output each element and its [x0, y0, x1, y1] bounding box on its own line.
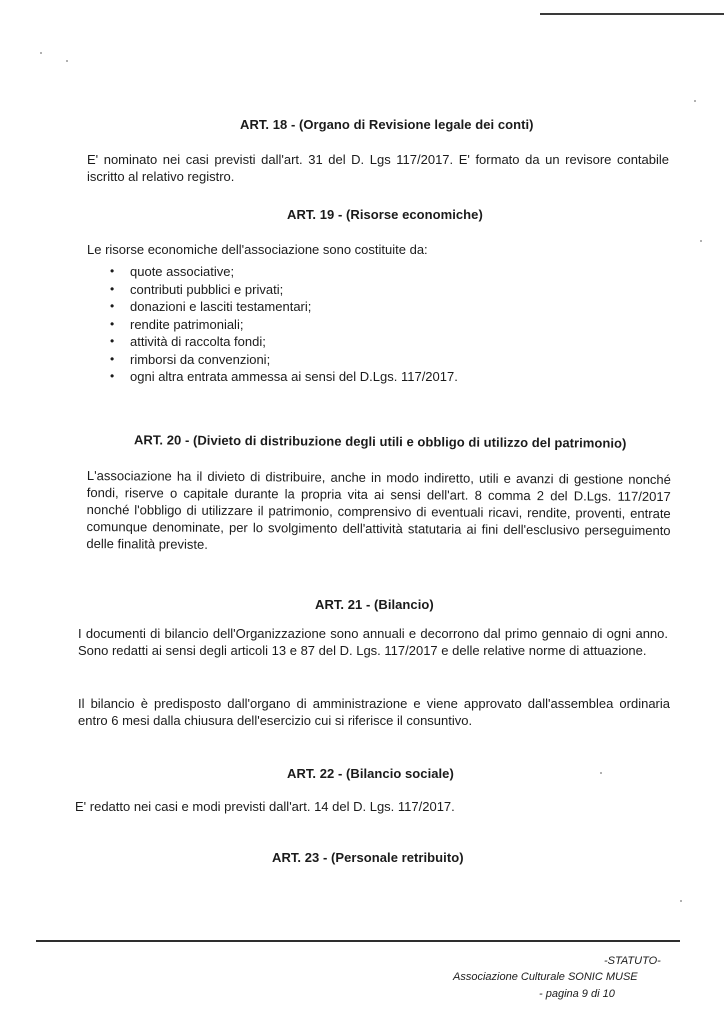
bullet-icon: •	[110, 369, 115, 383]
article-18-paragraph: E' nominato nei casi previsti dall'art. 31 del D. Lgs 117/2017. E' formato da un revisore contabile iscritto al relativo registro.	[87, 152, 669, 184]
list-item	[108, 263, 458, 281]
list-item	[108, 333, 458, 351]
scan-speck	[600, 772, 602, 774]
scan-speck	[700, 240, 702, 242]
article-21-paragraph-2: Il bilancio è predisposto dall'organo di amministrazione e viene approvato dall'assemblea ordinaria entro 6 mesi dalla chiusura dell'esercizio cui si riferisce il consuntivo.	[78, 696, 670, 728]
scan-speck	[680, 900, 682, 902]
footer-page-number: - pagina 9 di 10	[539, 988, 615, 1000]
list-item	[108, 316, 458, 334]
list-item-text: contributi pubblici e privati;	[130, 281, 284, 297]
article-22-heading: ART. 22 - (Bilancio sociale)	[287, 766, 454, 781]
scan-speck	[40, 52, 42, 54]
article-20-heading: ART. 20 - (Divieto di distribuzione degli utili e obbligo di utilizzo del patrimonio)	[133, 432, 627, 451]
article-21-paragraph-1: I documenti di bilancio dell'Organizzazione sono annuali e decorrono dal primo gennaio di ogni anno. Sono redatti ai sensi degli articoli 13 e 87 del D. Lgs. 117/2017 e delle relative norme di attuazione.	[78, 626, 668, 658]
top-rule	[540, 13, 724, 15]
list-item-text: ogni altra entrata ammessa ai sensi del D.Lgs. 117/2017.	[130, 369, 458, 384]
article-19-heading: ART. 19 - (Risorse economiche)	[287, 207, 483, 222]
list-item-text: attività di raccolta fondi;	[130, 334, 266, 349]
list-item-text: rendite patrimoniali;	[130, 316, 244, 332]
article-19-intro: Le risorse economiche dell'associazione sono costituite da:	[87, 242, 428, 257]
bullet-icon: •	[110, 281, 115, 296]
bullet-icon: •	[110, 351, 115, 366]
footer-association: Associazione Culturale SONIC MUSE	[453, 971, 638, 983]
list-item	[108, 298, 458, 316]
bullet-icon: •	[110, 299, 115, 313]
footer-doc-label: -STATUTO-	[604, 955, 661, 967]
article-22-paragraph: E' redatto nei casi e modi previsti dall'art. 14 del D. Lgs. 117/2017.	[75, 799, 455, 814]
list-item	[108, 351, 458, 369]
bullet-icon: •	[110, 264, 115, 278]
bullet-icon: •	[110, 316, 115, 331]
list-item-text: rimborsi da convenzioni;	[130, 351, 271, 367]
bullet-icon: •	[110, 334, 115, 348]
resources-list	[108, 263, 458, 386]
scan-speck	[694, 100, 696, 102]
list-item	[108, 368, 458, 386]
article-18-heading: ART. 18 - (Organo di Revisione legale dei conti)	[240, 117, 534, 132]
footer-rule	[36, 940, 680, 942]
article-21-heading: ART. 21 - (Bilancio)	[315, 597, 434, 612]
article-20-paragraph: L'associazione ha il divieto di distribuire, anche in modo indiretto, utili e avanzi di gestione nonché fondi, riserve o capitale durante la propria vita ai sensi dell'art. 8 comma 2 del D.Lgs. 117/2017 nonché l'obbligo di utilizzare il patrimonio, comprensivo di eventuali ricavi, rendite, proventi, entrate comunque denominate, per lo svolgimento dell'attività statutaria ai fini dell'esclusivo perseguimento delle finalità previste.	[86, 467, 671, 552]
list-item-text: donazioni e lasciti testamentari;	[130, 299, 312, 314]
article-23-heading: ART. 23 - (Personale retribuito)	[272, 850, 464, 865]
list-item-text: quote associative;	[130, 264, 235, 279]
scan-speck	[66, 60, 68, 62]
list-item	[108, 281, 458, 299]
